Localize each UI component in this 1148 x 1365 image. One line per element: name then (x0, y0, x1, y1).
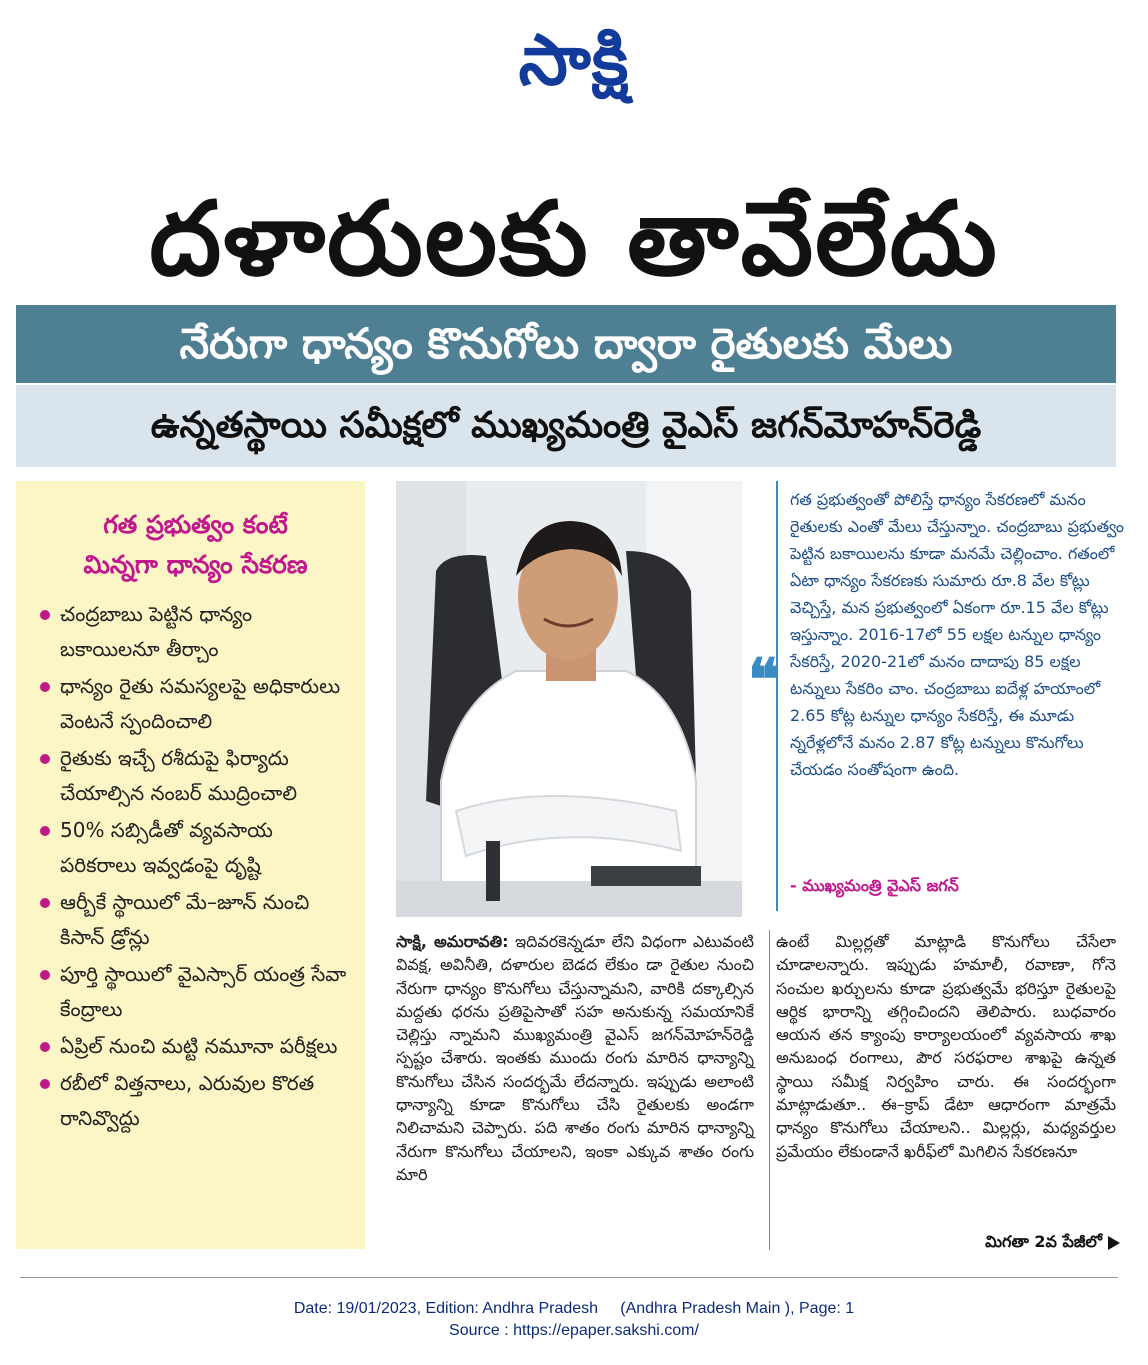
bullet-dot-icon (40, 1042, 50, 1052)
sidebar-title-line: మిన్నగా ధాన్యం సేకరణ (83, 550, 308, 579)
footer-source: Source : https://epaper.sakshi.com/ (449, 1322, 699, 1339)
bullet-dot-icon (40, 898, 50, 908)
bullet-dot-icon (40, 826, 50, 836)
bullet-text: ధాన్యం రైతు సమస్యలపై అధికారులు వెంటనే స్పందించాలి (60, 674, 341, 733)
bullet-text: ఏప్రిల్ నుంచి మట్టి నమూనా పరీక్షలు (60, 1034, 338, 1058)
bullet-text: 50% సబ్సిడీతో వ్యవసాయ పరికరాలు ఇవ్వడంపై దృష్టి (60, 818, 273, 877)
quote-icon: ❝ (748, 646, 780, 714)
subheadline-band: నేరుగా ధాన్యం కొనుగోలు ద్వారా రైతులకు మేలు (16, 305, 1116, 383)
sidebar-bullet (38, 741, 353, 811)
column-divider (769, 930, 770, 1250)
bullet-text: చంద్రబాబు పెట్టిన ధాన్యం బకాయిలనూ తీర్చాం (60, 602, 253, 661)
bullet-dot-icon (40, 610, 50, 620)
footer-date-edition: Date: 19/01/2023, Edition: Andhra Pradesh (Andhra Pradesh Main ), Page: 1 (293, 1300, 855, 1317)
sidebar-bullet (38, 669, 353, 739)
sidebar-bullet (38, 813, 353, 883)
bullet-dot-icon (40, 1079, 50, 1089)
sidebar-bullet (38, 1029, 353, 1064)
bullet-text: రైతుకు ఇచ్చే రశీదుపై ఫిర్యాదు చేయాల్సిన నంబర్ ముద్రించాలి (60, 746, 297, 805)
headline: దళారులకు తావేలేదు (149, 180, 999, 299)
bullet-dot-icon (40, 682, 50, 692)
bullet-dot-icon (40, 970, 50, 980)
sidebar-bullet (38, 957, 353, 1027)
footer-divider (20, 1277, 1118, 1278)
sidebar-bullet (38, 1066, 353, 1136)
quote-attribution: - ముఖ్యమంత్రి వైఎస్ జగన్ (790, 876, 959, 895)
bullet-text: పూర్తి స్థాయిలో వైఎస్సార్ యంత్ర సేవా కేంద్రాలు (60, 962, 347, 1021)
dateline: సాక్షి, అమరావతి: (396, 932, 509, 951)
masthead-logo: సాక్షి (518, 19, 630, 101)
cm-photo-illustration (396, 481, 742, 917)
sidebar-title-line: గత ప్రభుత్వం కంటే (103, 510, 288, 539)
sidebar-box (16, 481, 365, 1249)
bullet-text: ఆర్బీకే స్థాయిలో మే–జూన్ నుంచి కిసాన్ డ్రోన్లు (60, 890, 310, 949)
sidebar-title (38, 505, 353, 585)
sidebar-bullet (38, 885, 353, 955)
continued-text: మిగతా 2వ పేజీలో (985, 1232, 1102, 1251)
quote-text: గత ప్రభుత్వంతో పోలిస్తే ధాన్యం సేకరణలో మనం రైతులకు ఎంతో మేలు చేస్తున్నాం. చంద్రబాబు ప్రభుత్వం పెట్టిన బకాయిలను కూడా మనమే చెల్లించాం. గతంలో ఏటా ధాన్యం సేకరణకు సుమారు రూ.8 వేల కోట్లు వెచ్చిస్తే, మన ప్రభుత్వంలో ఏకంగా రూ.15 వేల కోట్లు ఇస్తున్నాం. 2016-17లో 55 లక్షల టన్నుల ధాన్యం సేకరిస్తే, 2020-21లో మనం దాదాపు 85 లక్షల టన్నులు సేకరిం చాం. చంద్రబాబు ఐదేళ్ల హయాంలో 2.65 కోట్ల టన్నుల ధాన్యం సేకరిస్తే, ఈ మూడు న్నరేళ్లలోనే మనం 2.87 కోట్ల టన్నులు కొనుగోలు చేయడం సంతోషంగా ఉంది. (790, 490, 1125, 779)
cm-photo (396, 481, 742, 917)
article-text-left: ఇదివరకెన్నడూ లేని విధంగా ఎటువంటి వివక్ష, అవినీతి, దళారుల బెడద లేకుం డా రైతుల నుంచి నేరుగా ధాన్యం కొనుగోలు చేస్తున్నామని, వారికి దక్కాల్సిన మద్దతు ధరను ప్రతిపైసాతో సహ అనుకున్న సమయానికే చెల్లిస్తు న్నామని ముఖ్యమంత్రి వైఎస్ జగన్‌మోహన్‌రెడ్డి స్పష్టం చేశారు. ఇంతకు ముందు రంగు మారిన ధాన్యాన్ని కొనుగోలు చేసిన సందర్భమే లేదన్నారు. ఇప్పుడు అలాంటి ధాన్యాన్ని కూడా కొనుగోలు చేసి రైతులకు అండగా నిలిచామని చెప్పారు. పది శాతం రంగు మారిన ధాన్యాన్ని నేరుగా కొనుగోలు చేయాలని, ఇంకా ఎక్కువ శాతం రంగు మారి (396, 932, 755, 1184)
bullet-text: రబీలో విత్తనాలు, ఎరువుల కొరత రానివ్వొద్దు (60, 1071, 315, 1130)
right-arrow-icon (1108, 1236, 1120, 1250)
bullet-dot-icon (40, 754, 50, 764)
article-column-right: ఉంటే మిల్లర్లతో మాట్లాడి కొనుగోలు చేసేలా చూడాలన్నారు. ఇప్పుడు హమాలీ, రవాణా, గోనె సంచుల ఖర్చులను కూడా ప్రభుత్వమే భరిస్తూ రైతులపై ఆర్థిక భారాన్ని తగ్గించిందని తెలిపారు. బుధవారం ఆయన తన క్యాంపు కార్యాలయంలో వ్యవసాయ శాఖ అనుబంధ రంగాలు, పౌర సరఫరాల శాఖపై ఉన్నత స్థాయి సమీక్ష నిర్వహిం చారు. ఈ సందర్భంగా మాట్లాడుతూ.. ఈ–క్రాప్ డేటా ఆధారంగా మాత్రమే ధాన్యం కొనుగోలు చేయాలని.. మిల్లర్లు, మధ్యవర్తుల ప్రమేయం లేకుండానే ఖరీఫ్‌లో మిగిలిన సేకరణనూ (776, 932, 1116, 1161)
deck-band: ఉన్నతస్థాయి సమీక్షలో ముఖ్యమంత్రి వైఎస్ జగన్‌మోహన్‌రెడ్డి (16, 385, 1116, 467)
article-column-left (396, 930, 754, 1186)
sidebar-bullet (38, 597, 353, 667)
continued-link[interactable] (930, 1232, 1120, 1255)
